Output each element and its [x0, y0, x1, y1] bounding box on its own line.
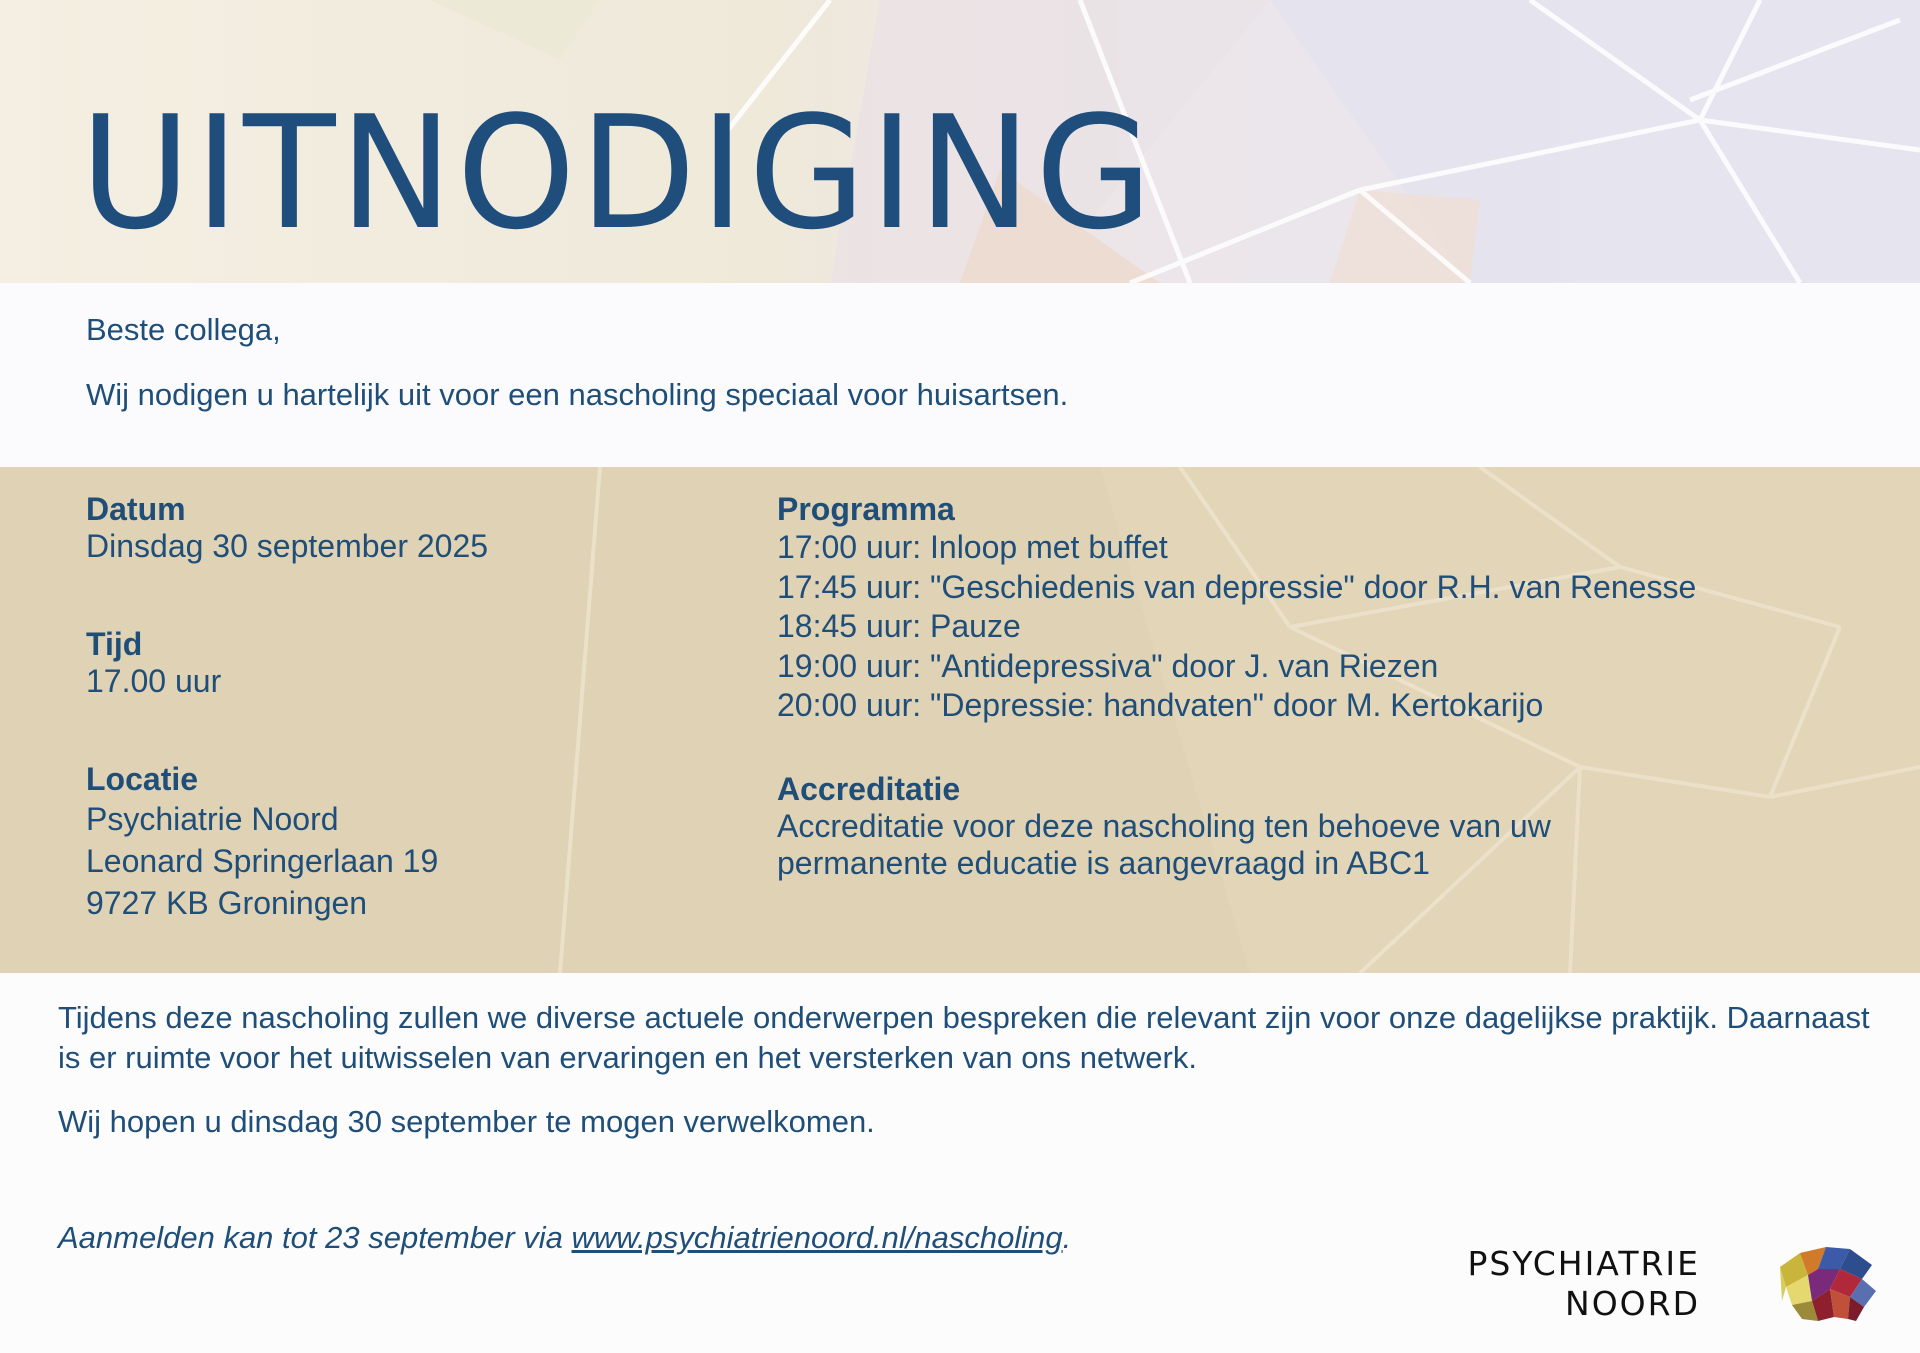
accreditation-label: Accreditatie — [777, 770, 961, 807]
location-block — [86, 761, 726, 924]
intro-section — [0, 283, 1920, 467]
header-band — [0, 0, 1920, 283]
time-block — [86, 626, 726, 700]
program-item: 19:00 uur: "Antidepressiva" door J. van Riezen — [777, 647, 1439, 684]
date-label: Datum — [86, 491, 186, 527]
location-line: Psychiatrie Noord — [86, 801, 339, 837]
program-label: Programma — [777, 491, 955, 527]
body-paragraph: Tijdens deze nascholing zullen we diverse actuele onderwerpen bespreken die relevant zijn voor onze dagelijkse praktijk. Daarnaast is er ruimte voor het uitwisselen van ervaringen en het versterken van ons netwerk. — [58, 1000, 1870, 1075]
logo-word-2: NOORD — [1565, 1284, 1700, 1323]
signup-prefix: Aanmelden kan tot 23 september via — [58, 1220, 572, 1255]
event-details-band — [0, 467, 1920, 973]
accreditation-line: permanente educatie is aangevraagd in ABC1 — [777, 844, 1430, 881]
welcome-paragraph: Wij hopen u dinsdag 30 september te mogen verwelkomen. — [58, 1104, 875, 1139]
location-label: Locatie — [86, 761, 199, 797]
time-label: Tijd — [86, 626, 143, 662]
organization-logo — [1460, 1245, 1880, 1335]
date-value: Dinsdag 30 september 2025 — [86, 528, 489, 564]
signup-suffix: . — [1062, 1220, 1072, 1255]
intro-lead-text: Wij nodigen u hartelijk uit voor een nascholing speciaal voor huisartsen. — [86, 377, 1069, 412]
accreditation-line: Accreditatie voor deze nascholing ten behoeve van uw — [777, 807, 1551, 844]
polygon-brain-logo-icon — [1778, 1245, 1878, 1325]
details-left-column — [86, 491, 726, 924]
program-item: 17:45 uur: "Geschiedenis van depressie" door R.H. van Renesse — [777, 568, 1697, 605]
details-right-column — [777, 491, 1897, 882]
logo-word-1: PSYCHIATRIE — [1467, 1244, 1700, 1283]
program-item: 18:45 uur: Pauze — [777, 608, 1021, 644]
program-item: 17:00 uur: Inloop met buffet — [777, 529, 1168, 565]
location-line: 9727 KB Groningen — [86, 885, 368, 921]
date-block — [86, 491, 726, 565]
page-title: UITNODIGING — [80, 82, 1157, 264]
program-item: 20:00 uur: "Depressie: handvaten" door M. Kertokarijo — [777, 687, 1544, 723]
time-value: 17.00 uur — [86, 663, 222, 699]
program-block — [777, 491, 1897, 726]
signup-link[interactable]: www.psychiatrienoord.nl/nascholing — [571, 1220, 1063, 1255]
greeting-text: Beste collega, — [86, 312, 281, 347]
accreditation-block — [777, 771, 1897, 882]
location-line: Leonard Springerlaan 19 — [86, 843, 439, 879]
